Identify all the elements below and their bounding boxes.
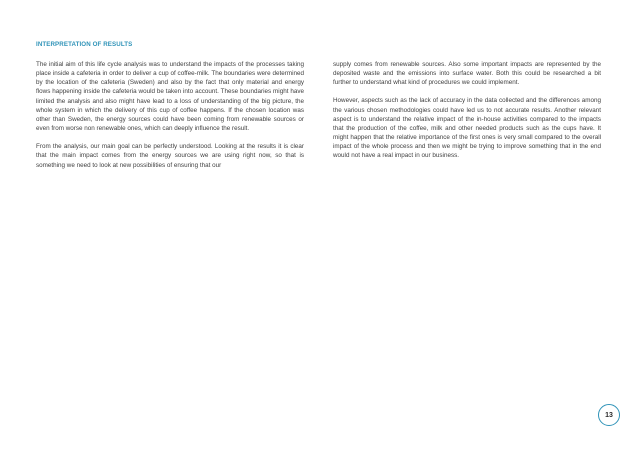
paragraph: From the analysis, our main goal can be perfectly understood. Looking at the results it is clear that the main impact comes from the energy sources we are using right now, so that is something we need to look at new possibilities of ensuring that our bbox=[36, 143, 304, 169]
paragraph: The initial aim of this life cycle analysis was to understand the impacts of the processes taking place inside a cafeteria in order to deliver a cup of coffee-milk. The boundaries were determined by the location of the cafeteria (Sweden) and also by the fact that only material and energy flows happening inside the cafeteria would be taken into account. These boundaries might have limited the analysis and also might have lead to a loss of understanding of the big picture, the whole system in which the delivery of this cup of coffee happens. If the chosen location was other than Sweden, the energy sources could have been coming from renewable sources or even from worse non renewable ones, which can deeply influence the result. bbox=[36, 61, 304, 133]
page-number: 13 bbox=[605, 411, 613, 419]
paragraph: However, aspects such as the lack of accuracy in the data collected and the differences among the various chosen methodologies could have led us to not accurate results. Another relevant aspect is to understand the relative impact of the in-house activities compared to the impacts that the production of the coffee, milk and other needed products such as the cups have. It might happen that the relative importance of the first ones is very small compared to the overall impact of the whole process and then we might be trying to improve something that in the end would not have a real impact in our business. bbox=[333, 97, 601, 160]
section-heading: INTERPRETATION OF RESULTS bbox=[36, 41, 133, 48]
right-column bbox=[333, 60, 601, 170]
paragraph: supply comes from renewable sources. Also some important impacts are represented by the deposited waste and the emissions into surface water. Both this could be researched a bit further to understand what kind of procedures we could implement. bbox=[333, 61, 601, 87]
page-number-badge bbox=[598, 404, 620, 426]
left-column bbox=[36, 60, 304, 179]
